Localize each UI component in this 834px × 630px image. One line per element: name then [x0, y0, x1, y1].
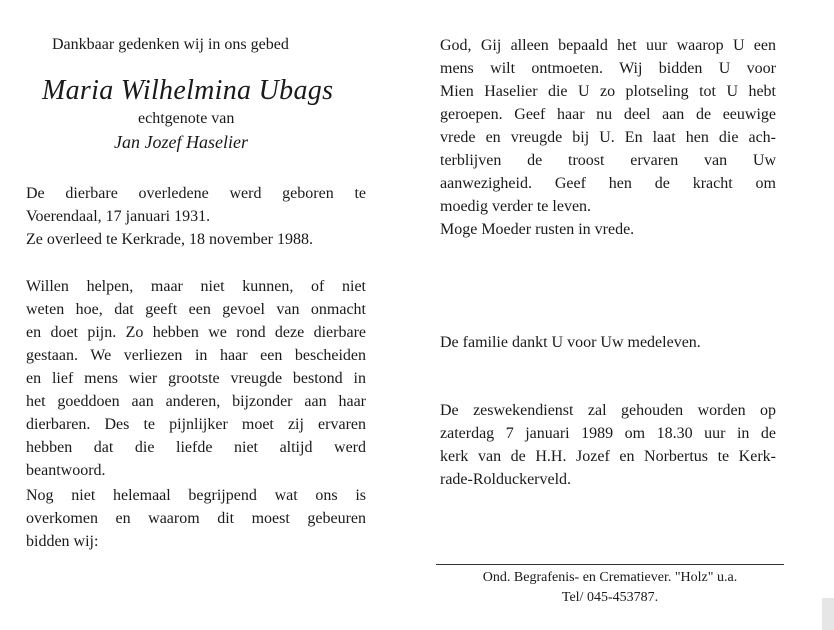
funeral-home-phone: Tel/ 045-453787. — [561, 590, 659, 605]
birth-line: De dierbare overledene werd geboren te — [26, 185, 366, 202]
service-line: kerk van de H.H. Jozef en Norbertus te Kerk- — [440, 448, 776, 465]
death-line: Ze overleed te Kerkrade, 18 november 1988. — [26, 231, 313, 248]
prayer-line: Moge Moeder rusten in vrede. — [440, 221, 635, 238]
prayer-line: moedig verder te leven. — [440, 198, 592, 215]
thanks-paragraph — [440, 331, 776, 354]
prayer-line: terblijven de troost ervaren van Uw — [440, 152, 776, 169]
right-panel — [440, 34, 776, 491]
prayer-intro-line: Nog niet helemaal begrijpend wat ons is — [26, 487, 366, 504]
reflection-paragraph — [26, 275, 366, 482]
spouse-label: echtgenote van — [138, 110, 235, 127]
left-panel — [26, 34, 366, 553]
reflection-line: dierbaren. Des te pijnlijker moet zij ervaren — [26, 416, 366, 433]
reflection-line: Willen helpen, maar niet kunnen, of niet — [26, 278, 366, 295]
prayer-line: Mien Haselier die U zo plotseling tot U hebt — [440, 83, 776, 100]
scan-edge — [822, 598, 834, 630]
reflection-line: het goeddoen aan anderen, bijzonder aan haar — [26, 393, 366, 410]
spouse-name: Jan Jozef Haselier — [114, 132, 248, 152]
funeral-home-name: Ond. Begrafenis- en Crematiever. "Holz" u.a. — [482, 570, 738, 585]
prayer-intro-paragraph — [26, 484, 366, 553]
footer-divider — [436, 564, 784, 565]
service-line: De zeswekendienst zal gehouden worden op — [440, 402, 776, 419]
deceased-name: Maria Wilhelmina Ubags — [42, 75, 334, 106]
prayer-line: mens wilt ontmoeten. Wij bidden U voor — [440, 60, 776, 77]
reflection-line: en lief mens wier grootste vreugde bestond in — [26, 370, 366, 387]
prayer-intro-line: bidden wij: — [26, 533, 99, 550]
prayer-line: geroepen. Geef haar nu deel aan de eeuwige — [440, 106, 776, 123]
reflection-line: weten hoe, dat geeft een gevoel van onmacht — [26, 301, 366, 318]
service-line: rade-Rolduckerveld. — [440, 471, 572, 488]
reflection-line: hebben dat die liefde niet altijd werd — [26, 439, 366, 456]
prayer-line: God, Gij alleen bepaald het uur waarop U een — [440, 37, 776, 54]
intro-text: Dankbaar gedenken wij in ons gebed — [52, 36, 289, 53]
prayer-paragraph — [440, 34, 776, 241]
prayer-line: aanwezigheid. Geef hen de kracht om — [440, 175, 776, 192]
thanks-line: De familie dankt U voor Uw medeleven. — [440, 334, 701, 351]
funeral-home-footer — [440, 568, 780, 608]
reflection-line: gestaan. We verliezen in haar een bescheiden — [26, 347, 366, 364]
birth-line: Voerendaal, 17 januari 1931. — [26, 208, 211, 225]
prayer-intro-line: overkomen en waarom dit moest gebeuren — [26, 510, 366, 527]
prayer-line: vrede en vreugde bij U. En laat hen die ach- — [440, 129, 776, 146]
reflection-line: en doet pijn. Zo hebben we rond deze dierbare — [26, 324, 366, 341]
service-paragraph — [440, 399, 776, 491]
reflection-line: beantwoord. — [26, 462, 106, 479]
service-line: zaterdag 7 januari 1989 om 18.30 uur in de — [440, 425, 776, 442]
birth-death-block — [26, 182, 366, 251]
